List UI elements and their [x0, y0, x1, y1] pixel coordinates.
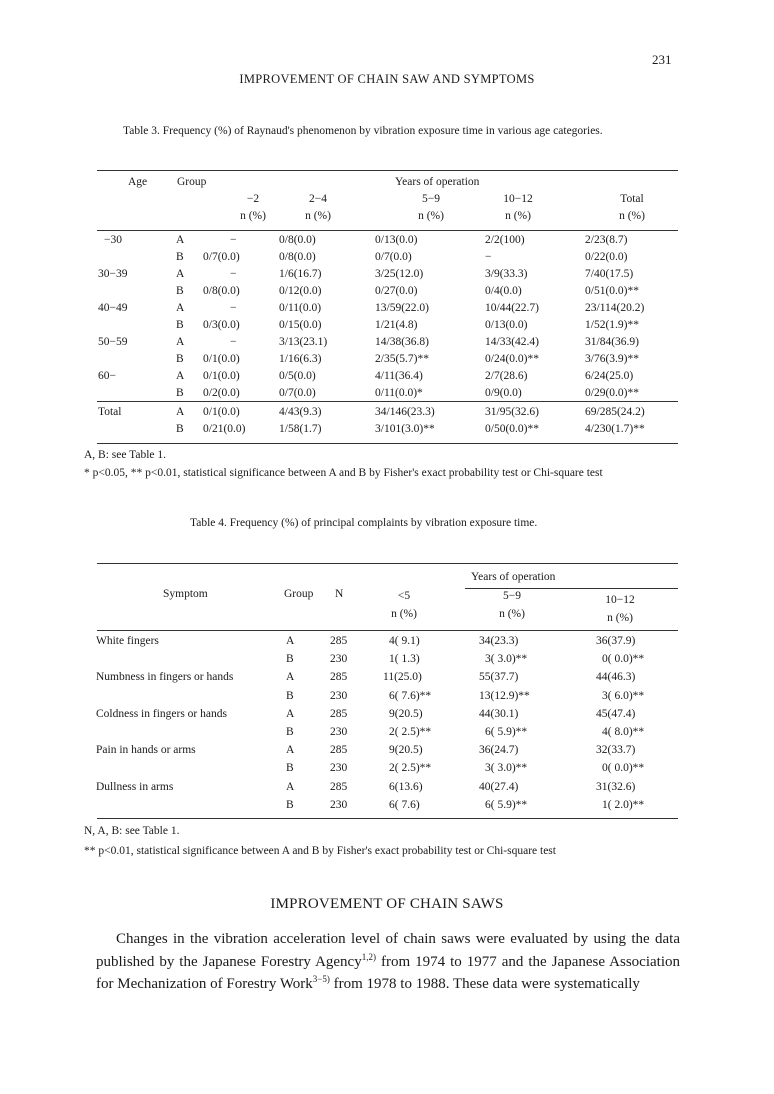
table3-cell: 0/12(0.0): [279, 285, 322, 297]
table3-col-group: Group: [177, 176, 207, 188]
running-head: IMPROVEMENT OF CHAIN SAW AND SYMPTOMS: [239, 72, 535, 86]
table4-col-symptom: Symptom: [163, 588, 208, 600]
table4-n-cell: 285: [330, 780, 348, 793]
table4-years-header: Years of operation: [471, 571, 556, 583]
table4-col-n: N: [335, 588, 344, 600]
table4-cell: 6( 7.6): [389, 798, 420, 811]
table3-cell: −: [230, 268, 237, 280]
table3-group-cell: A: [176, 302, 185, 314]
table4-cell: 6( 5.9)**: [485, 726, 528, 738]
table3-group-cell: B: [176, 387, 184, 399]
table4-note-2: ** p<0.01, statistical significance between A and B by Fisher's exact probability test or Chi-square test: [84, 845, 556, 857]
table3-cell: 23/114(20.2): [585, 302, 645, 314]
table4-cell: 9(20.5): [389, 707, 423, 720]
reference-1: 1,2): [361, 951, 376, 962]
table3-cell: 2/23(8.7): [585, 234, 628, 246]
table3-cell: −: [230, 234, 237, 246]
table3-age-cell: 50−59: [98, 336, 128, 348]
table4-symptom-cell: Coldness in fingers or hands: [96, 707, 227, 720]
table4-n-cell: 285: [330, 707, 348, 720]
table4-n-cell: 285: [330, 635, 348, 647]
table4-group-cell: B: [286, 726, 294, 738]
table3-cell: 0/4(0.0): [485, 285, 522, 297]
table3-cell: 2/7(28.6): [485, 370, 528, 382]
table4-cell: 2( 2.5)**: [389, 726, 432, 738]
table4-cell: 6(13.6): [389, 780, 423, 793]
table3-period-header: 10−12: [503, 193, 533, 205]
table3-age-cell: −30: [104, 234, 122, 246]
table3-cell: 0/51(0.0)**: [585, 285, 639, 297]
table4-group-cell: A: [286, 707, 295, 720]
table3-cell: 0/15(0.0): [279, 319, 322, 331]
table3-cell: 31/84(36.9): [585, 336, 639, 348]
table3-cell: 4/230(1.7)**: [585, 423, 645, 435]
table4-cell: 4( 9.1): [389, 635, 420, 647]
table3-cell: 3/76(3.9)**: [585, 353, 639, 365]
table4-cell: 1( 1.3): [389, 653, 420, 666]
table3-note-2: * p<0.05, ** p<0.01, statistical significance between A and B by Fisher's exact probability test or Chi-square test: [84, 467, 603, 479]
table4-n-cell: 230: [330, 762, 348, 775]
table4-cell: 55(37.7): [479, 671, 519, 684]
table3-caption: Table 3. Frequency (%) of Raynaud's phenomenon by vibration exposure time in various age categories.: [123, 125, 603, 137]
table4-n-cell: 285: [330, 744, 348, 757]
table4-n-cell: 230: [330, 653, 348, 666]
table3-group-cell: B: [176, 353, 184, 365]
table3-cell: 0/27(0.0): [375, 285, 418, 297]
table4-n-cell: 230: [330, 726, 348, 738]
table4-group-cell: A: [286, 780, 295, 793]
table3-unit-header: n (%): [240, 210, 266, 222]
table3-cell: 6/24(25.0): [585, 370, 634, 382]
table3-cell: 1/52(1.9)**: [585, 319, 639, 331]
table4-caption: Table 4. Frequency (%) of principal complaints by vibration exposure time.: [190, 517, 538, 529]
table3-cell: 0/8(0.0): [203, 285, 240, 297]
table4-cell: 44(30.1): [479, 707, 519, 720]
table4-cell: 3( 3.0)**: [485, 653, 528, 666]
table3-group-cell: A: [176, 370, 185, 382]
table3-group-cell: B: [176, 251, 184, 263]
table3-cell: 0/8(0.0): [279, 234, 316, 246]
reference-2: 3−5): [312, 974, 330, 984]
table3-cell: 0/8(0.0): [279, 251, 316, 263]
table3-cell: 3/101(3.0)**: [375, 423, 435, 435]
table3-cell: 0/2(0.0): [203, 387, 240, 399]
table3-cell: 14/33(42.4): [485, 336, 539, 348]
table3-cell: 1/16(6.3): [279, 353, 322, 365]
table3-cell: 0/29(0.0)**: [585, 387, 639, 399]
table3-cell: 0/13(0.0): [485, 319, 528, 331]
table3-cell: −: [230, 302, 237, 314]
paragraph-text-3: from 1978 to 1988. These data were systematically: [329, 976, 640, 992]
table3-period-header: 2−4: [309, 193, 327, 205]
table3-cell: 2/35(5.7)**: [375, 353, 429, 365]
table4-cell: 2( 2.5)**: [389, 762, 432, 775]
section-title: IMPROVEMENT OF CHAIN SAWS: [270, 896, 504, 912]
table4-col-group: Group: [284, 588, 314, 600]
table4-note-1: N, A, B: see Table 1.: [84, 825, 180, 837]
table3-cell: 4/11(36.4): [375, 370, 423, 382]
table4-symptom-cell: Dullness in arms: [96, 780, 174, 793]
table3-group-cell: A: [176, 268, 185, 280]
table4-cell: 0( 0.0)**: [602, 653, 645, 666]
table4-group-cell: B: [286, 762, 294, 775]
table4-cell: 6( 5.9)**: [485, 798, 528, 811]
table3-years-header: Years of operation: [395, 176, 480, 188]
table4-group-cell: B: [286, 689, 294, 702]
table4-cell: 6( 7.6)**: [389, 689, 432, 702]
table4-group-cell: B: [286, 653, 294, 666]
table3-cell: 0/11(0.0): [279, 302, 322, 314]
table3-cell: 3/9(33.3): [485, 268, 528, 280]
table3-cell: 0/22(0.0): [585, 251, 628, 263]
body-paragraph: [96, 928, 680, 996]
table3-period-header: Total: [620, 193, 644, 205]
table3-cell: 0/50(0.0)**: [485, 423, 539, 435]
table4-n-cell: 230: [330, 689, 348, 702]
table3-unit-header: n (%): [619, 210, 645, 222]
table4-cell: 11(25.0): [383, 671, 422, 684]
table4-symptom-cell: Numbness in fingers or hands: [96, 671, 234, 684]
table3-cell: 0/7(0.0): [279, 387, 316, 399]
paragraph-text-1: Changes in the vibration acceleration level of chain saws were evaluated by using the data published by the Japanese Forestry Agency: [96, 931, 680, 970]
table3-period-header: −2: [246, 193, 260, 205]
table3-group-cell: A: [176, 406, 185, 418]
table3-cell: 0/11(0.0)*: [375, 387, 423, 399]
table3-cell: 0/7(0.0): [375, 251, 412, 263]
table4-symptom-cell: White fingers: [96, 635, 159, 647]
table4-symptom-cell: Pain in hands or arms: [96, 744, 196, 757]
table3-cell: 14/38(36.8): [375, 336, 429, 348]
table4-period-header: 10−12: [605, 594, 635, 606]
table3-cell: 10/44(22.7): [485, 302, 539, 314]
table3-cell: 4/43(9.3): [279, 406, 322, 418]
table3-cell: 0/1(0.0): [203, 353, 240, 365]
paragraph-text-2: from 1974 to 1977 and the Japanese Association for Mechanization of Forestry Work: [96, 953, 680, 992]
table3-cell: 0/24(0.0)**: [485, 353, 539, 365]
table3-group-cell: B: [176, 319, 184, 331]
table3-note-1: A, B: see Table 1.: [84, 449, 167, 461]
table4-cell: 40(27.4): [479, 780, 519, 793]
table3-cell: 0/7(0.0): [203, 251, 240, 263]
table3-age-cell: Total: [98, 406, 122, 418]
table3-cell: 3/13(23.1): [279, 336, 328, 348]
table4-cell: 13(12.9)**: [479, 689, 530, 702]
table3-group-cell: B: [176, 285, 184, 297]
table3-cell: 0/1(0.0): [203, 406, 240, 418]
table4-group-cell: A: [286, 635, 295, 647]
table3-cell: 31/95(32.6): [485, 406, 539, 418]
table3-unit-header: n (%): [305, 210, 331, 222]
table3-cell: 1/21(4.8): [375, 319, 418, 331]
table3-cell: 69/285(24.2): [585, 406, 645, 418]
table3-unit-header: n (%): [505, 210, 531, 222]
table4-cell: 45(47.4): [596, 707, 636, 720]
table4-unit-header: n (%): [607, 612, 633, 624]
table4-group-cell: B: [286, 798, 294, 811]
table3-cell: 34/146(23.3): [375, 406, 435, 418]
table3-cell: 0/9(0.0): [485, 387, 522, 399]
page-number: 231: [652, 52, 672, 67]
table3-cell: 1/58(1.7): [279, 423, 322, 435]
table3-group-cell: B: [176, 423, 184, 435]
table3-cell: −: [230, 336, 237, 348]
table3-unit-header: n (%): [418, 210, 444, 222]
table3-group-cell: A: [176, 234, 185, 246]
table3-age-cell: 30−39: [98, 268, 128, 280]
table3-age-cell: 60−: [98, 370, 116, 382]
table3-cell: 2/2(100): [485, 234, 525, 246]
table3-cell: 1/6(16.7): [279, 268, 322, 280]
table4-unit-header: n (%): [499, 608, 525, 620]
table4-n-cell: 285: [330, 671, 348, 684]
table4-cell: 32(33.7): [596, 744, 636, 757]
table4-cell: 36(37.9): [596, 635, 636, 647]
table3-cell: 7/40(17.5): [585, 268, 634, 280]
table4-cell: 0( 0.0)**: [602, 762, 645, 775]
table4-cell: 31(32.6): [596, 780, 636, 793]
table3-cell: −: [485, 251, 492, 263]
table4-period-header: <5: [397, 590, 411, 602]
table4-cell: 44(46.3): [596, 671, 636, 684]
table4-cell: 34(23.3): [479, 635, 519, 647]
table4-n-cell: 230: [330, 798, 348, 811]
table3-cell: 13/59(22.0): [375, 302, 429, 314]
table3-cell: 0/1(0.0): [203, 370, 240, 382]
table4-cell: 3( 3.0)**: [485, 762, 528, 775]
table3-cell: 0/13(0.0): [375, 234, 418, 246]
table3-age-cell: 40−49: [98, 302, 128, 314]
table3-period-header: 5−9: [422, 193, 440, 205]
table3-cell: 3/25(12.0): [375, 268, 424, 280]
table4-unit-header: n (%): [391, 608, 417, 620]
table3-cell: 0/21(0.0): [203, 423, 246, 435]
table4-cell: 4( 8.0)**: [602, 726, 645, 738]
table4-cell: 3( 6.0)**: [602, 689, 645, 702]
table4-cell: 9(20.5): [389, 744, 423, 757]
table4-group-cell: A: [286, 671, 295, 684]
table3-cell: 0/3(0.0): [203, 319, 240, 331]
table4-cell: 1( 2.0)**: [602, 798, 645, 811]
table4-period-header: 5−9: [503, 590, 521, 602]
table4-cell: 36(24.7): [479, 744, 519, 757]
table3-col-age: Age: [128, 176, 148, 188]
table3-group-cell: A: [176, 336, 185, 348]
table4-group-cell: A: [286, 744, 295, 757]
table3-cell: 0/5(0.0): [279, 370, 316, 382]
